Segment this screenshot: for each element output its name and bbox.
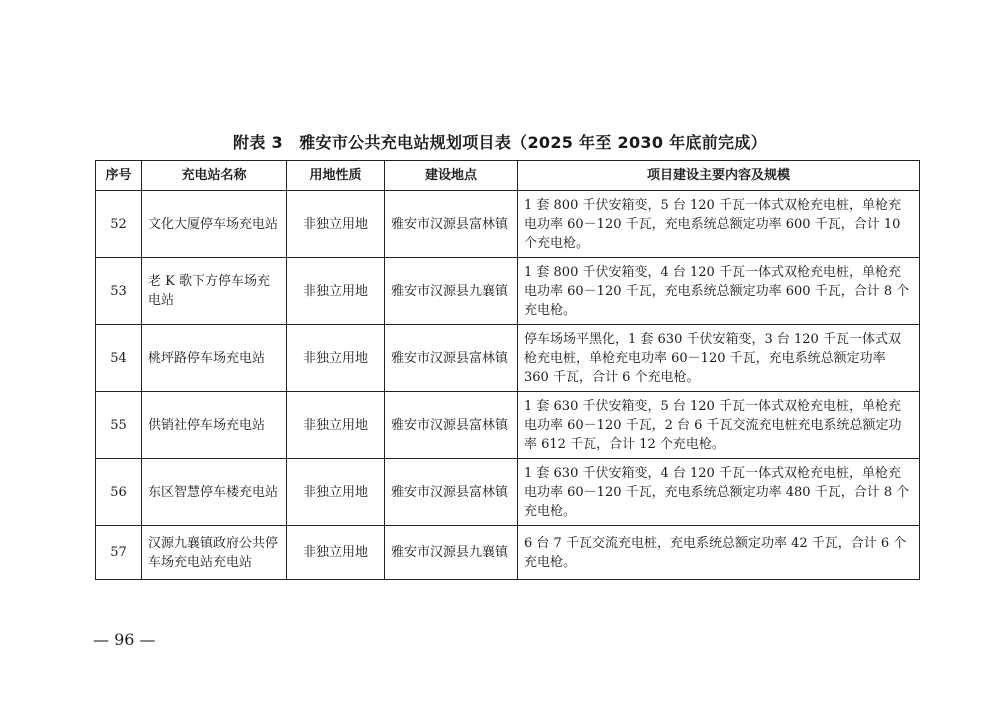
- cell-seq: 52: [96, 191, 142, 258]
- cell-land-type: 非独立用地: [287, 526, 385, 580]
- header-content: 项目建设主要内容及规模: [518, 161, 920, 191]
- cell-location: 雅安市汉源县富林镇: [385, 392, 518, 459]
- table-row: [96, 258, 920, 325]
- cell-content: 停车场场平黑化，1 套 630 千伏安箱变，3 台 120 千瓦一体式双枪充电桩，单枪充电功率 60－120 千瓦，充电系统总额定功率 360 千瓦，合计 6 个充电枪。: [518, 325, 920, 392]
- header-seq: 序号: [96, 161, 142, 191]
- cell-seq: 56: [96, 459, 142, 526]
- table-title: 附表 3 雅安市公共充电站规划项目表（2025 年至 2030 年底前完成）: [233, 133, 767, 152]
- cell-station-name: 老 K 歌下方停车场充电站: [142, 258, 287, 325]
- cell-content: 1 套 800 千伏安箱变，5 台 120 千瓦一体式双枪充电桩，单枪充电功率 60－120 千瓦，充电系统总额定功率 600 千瓦，合计 10 个充电枪。: [518, 191, 920, 258]
- table-row: [96, 526, 920, 580]
- cell-station-name: 东区智慧停车楼充电站: [142, 459, 287, 526]
- table-row: [96, 191, 920, 258]
- cell-station-name: 汉源九襄镇政府公共停车场充电站充电站: [142, 526, 287, 580]
- cell-location: 雅安市汉源县九襄镇: [385, 258, 518, 325]
- cell-seq: 55: [96, 392, 142, 459]
- page-number: — 96 —: [93, 630, 156, 649]
- header-location: 建设地点: [385, 161, 518, 191]
- cell-content: 6 台 7 千瓦交流充电桩，充电系统总额定功率 42 千瓦，合计 6 个充电枪。: [518, 526, 920, 580]
- cell-seq: 57: [96, 526, 142, 580]
- table-row: [96, 459, 920, 526]
- table-row: [96, 392, 920, 459]
- cell-station-name: 文化大厦停车场充电站: [142, 191, 287, 258]
- cell-land-type: 非独立用地: [287, 258, 385, 325]
- cell-land-type: 非独立用地: [287, 459, 385, 526]
- cell-content: 1 套 630 千伏安箱变，4 台 120 千瓦一体式双枪充电桩，单枪充电功率 60－120 千瓦，充电系统总额定功率 480 千瓦，合计 8 个充电枪。: [518, 459, 920, 526]
- cell-content: 1 套 800 千伏安箱变，4 台 120 千瓦一体式双枪充电桩，单枪充电功率 60－120 千瓦，充电系统总额定功率 600 千瓦，合计 8 个充电枪。: [518, 258, 920, 325]
- cell-station-name: 桃坪路停车场充电站: [142, 325, 287, 392]
- cell-content: 1 套 630 千伏安箱变，5 台 120 千瓦一体式双枪充电桩，单枪充电功率 60－120 千瓦，2 台 6 千瓦交流充电桩充电系统总额定功率 612 千瓦，合计 12 个充电枪。: [518, 392, 920, 459]
- cell-seq: 54: [96, 325, 142, 392]
- cell-location: 雅安市汉源县富林镇: [385, 459, 518, 526]
- cell-location: 雅安市汉源县九襄镇: [385, 526, 518, 580]
- cell-station-name: 供销社停车场充电站: [142, 392, 287, 459]
- cell-land-type: 非独立用地: [287, 191, 385, 258]
- cell-location: 雅安市汉源县富林镇: [385, 325, 518, 392]
- charging-station-table: [95, 160, 920, 580]
- header-station-name: 充电站名称: [142, 161, 287, 191]
- cell-land-type: 非独立用地: [287, 325, 385, 392]
- table-header-row: [96, 161, 920, 191]
- cell-location: 雅安市汉源县富林镇: [385, 191, 518, 258]
- table-row: [96, 325, 920, 392]
- header-land-type: 用地性质: [287, 161, 385, 191]
- cell-seq: 53: [96, 258, 142, 325]
- cell-land-type: 非独立用地: [287, 392, 385, 459]
